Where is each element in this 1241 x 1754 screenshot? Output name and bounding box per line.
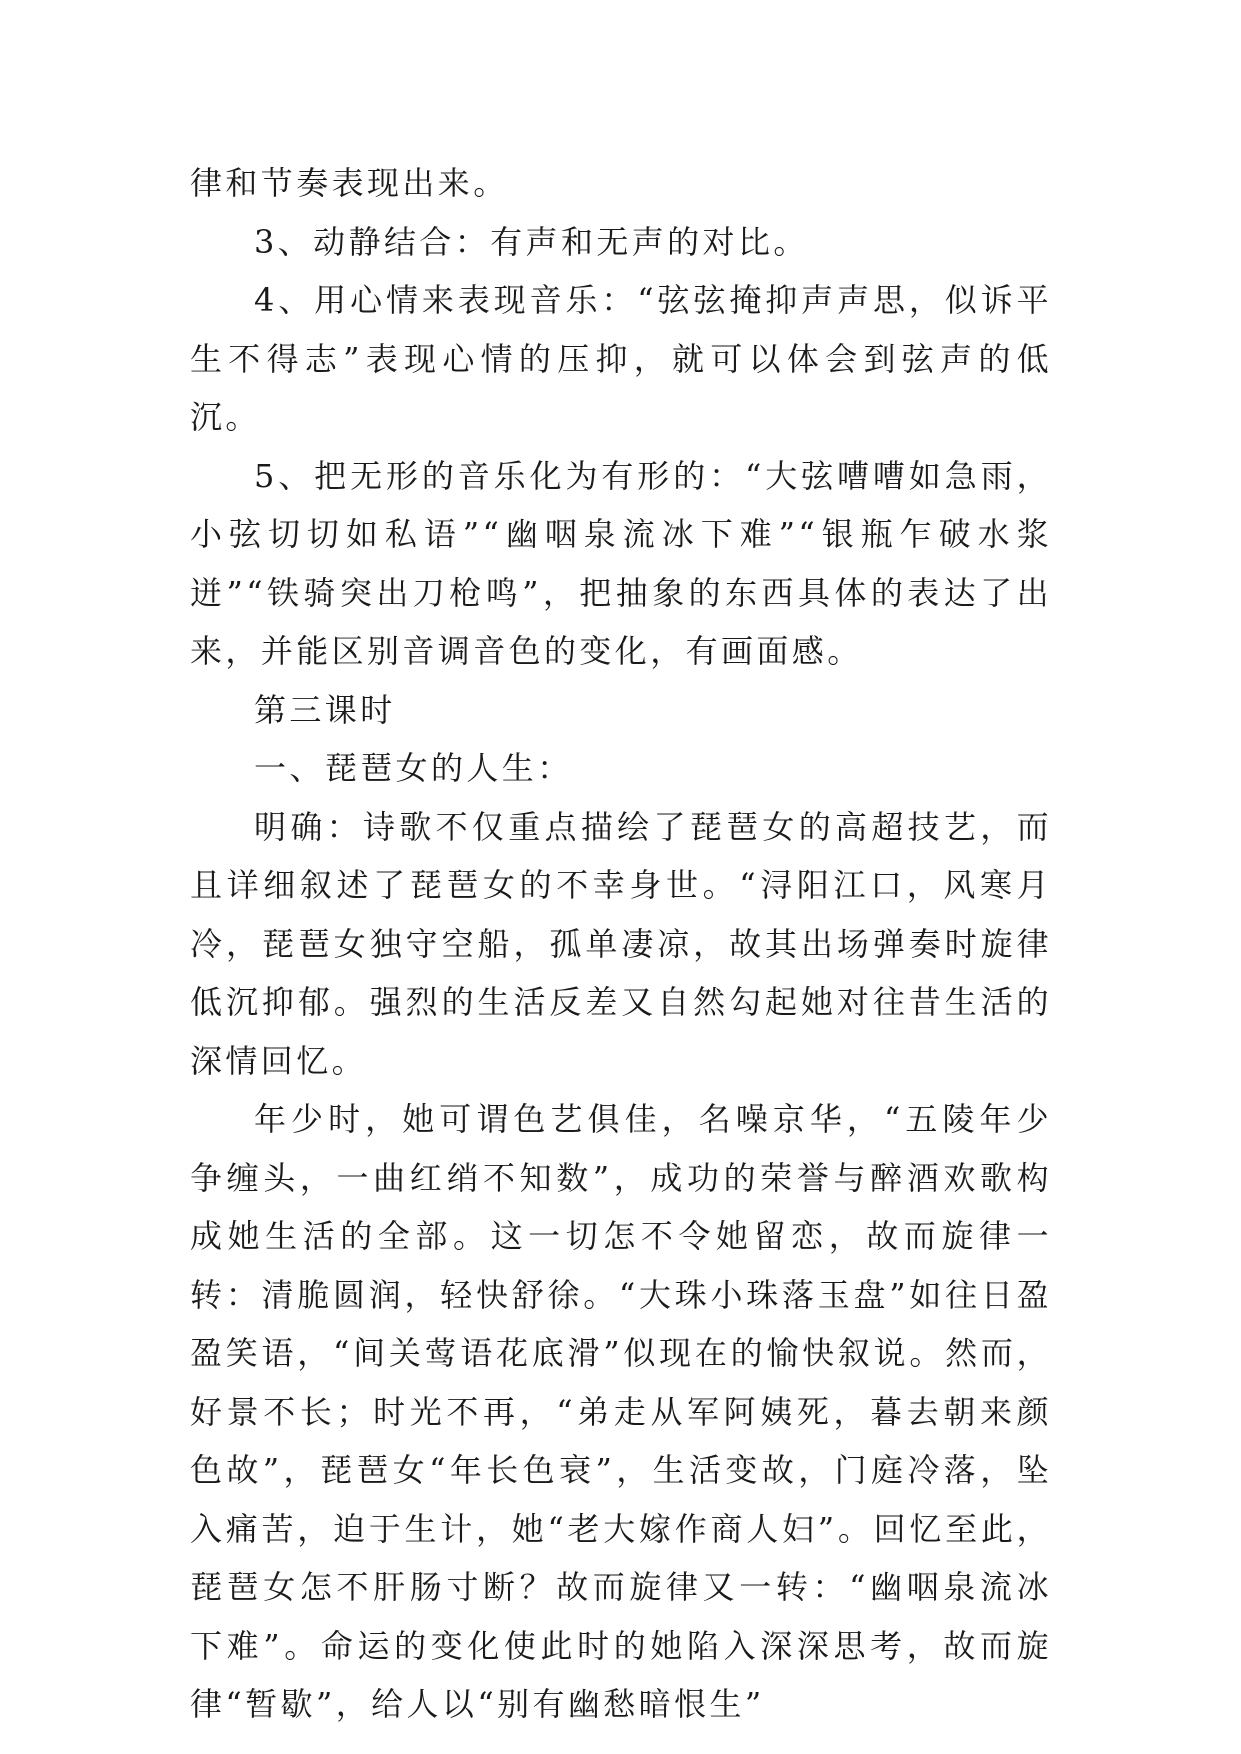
paragraph-3: 4、用心情来表现音乐：“弦弦掩抑声声思，似诉平生不得志”表现心情的压抑，就可以体会到弦声的低沉。 bbox=[190, 281, 1052, 436]
paragraph-8: 年少时，她可谓色艺俱佳，名噪京华，“五陵年少争缠头，一曲红绡不知数”，成功的荣誉与醉酒欢歌构成她生活的全部。这一切怎不令她留恋，故而旋律一转：清脆圆润，轻快舒徐。“大珠小珠落玉盘”如往日盈盈笑语，“间关莺语花底滑”似现在的愉快叙说。然而，好景不长；时光不再，“弟走从军阿姨死，暮去朝来颜色故”，琵琶女“年长色衰”，生活变故，门庭冷落，坠入痛苦，迫于生计，她“老大嫁作商人妇”。回忆至此，琵琶女怎不肝肠寸断？故而旋律又一转：“幽咽泉流冰下难”。命运的变化使此时的她陷入深深思考，故而旋律“暂歇”，给人以“别有幽愁暗恨生” bbox=[190, 1100, 1052, 1723]
paragraph-7: 明确：诗歌不仅重点描绘了琵琶女的高超技艺，而且详细叙述了琵琶女的不幸身世。“浔阳江口，风寒月冷，琵琶女独守空船，孤单凄凉，故其出场弹奏时旋律低沉抑郁。强烈的生活反差又自然勾起她对往昔生活的深情回忆。 bbox=[190, 807, 1052, 1080]
document-body bbox=[190, 154, 1052, 1734]
subheading-pipa-girl-life: 一、琵琶女的人生： bbox=[254, 749, 573, 787]
paragraph-4: 5、把无形的音乐化为有形的：“大弦嘈嘈如急雨，小弦切切如私语”“幽咽泉流冰下难”“银瓶乍破水浆迸”“铁骑突出刀枪鸣”，把抽象的东西具体的表达了出来，并能区别音调音色的变化，有画面感。 bbox=[190, 456, 1052, 670]
paragraph-2: 3、动静结合：有声和无声的对比。 bbox=[254, 222, 809, 261]
section-heading-third-lesson: 第三课时 bbox=[254, 690, 396, 729]
paragraph-1: 律和节奏表现出来。 bbox=[190, 164, 509, 202]
